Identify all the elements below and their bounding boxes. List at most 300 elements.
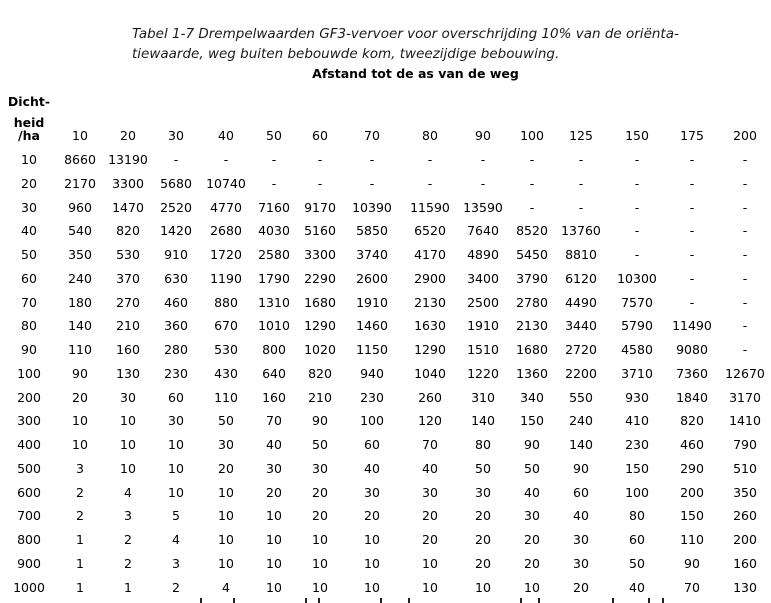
value-cell: 7160	[258, 199, 290, 215]
value-cell: 820	[116, 223, 140, 239]
column-header: 90	[475, 128, 491, 143]
value-cell: 90	[573, 460, 589, 476]
value-cell: -	[742, 175, 748, 191]
value-cell: 10	[168, 437, 184, 452]
density-cell: 500	[17, 460, 41, 476]
table-row	[0, 291, 771, 315]
value-cell: -	[578, 152, 584, 167]
value-cell: 40	[524, 484, 540, 500]
density-cell: 700	[17, 508, 41, 524]
value-cell: 30	[266, 460, 282, 476]
value-cell: 960	[68, 199, 92, 215]
value-cell: 2	[172, 579, 180, 595]
density-cell: 50	[21, 247, 37, 262]
value-cell: 7570	[621, 294, 653, 310]
value-cell: 460	[680, 437, 704, 452]
value-cell: 2600	[356, 270, 388, 286]
value-cell: 240	[68, 270, 92, 286]
value-cell: 10	[72, 437, 88, 452]
value-cell: 30	[573, 555, 589, 571]
column-header: 200	[733, 128, 757, 143]
table-row	[0, 148, 771, 172]
density-cell: 1000	[13, 579, 45, 595]
value-cell: -	[578, 175, 584, 191]
value-cell: 9170	[304, 199, 336, 215]
caption-line-2: tiewaarde, weg buiten bebouwde kom, tweezijdige bebouwing.	[132, 46, 560, 62]
value-cell: 40	[266, 437, 282, 452]
value-cell: -	[271, 152, 277, 167]
value-cell: 8520	[516, 223, 548, 239]
value-cell: 670	[214, 318, 238, 334]
row-header-line-1: Dicht-	[7, 94, 51, 109]
value-cell: 100	[360, 413, 384, 429]
value-cell: -	[689, 270, 695, 286]
value-cell: 280	[164, 342, 188, 357]
value-cell: 140	[68, 318, 92, 334]
density-cell: 200	[17, 389, 41, 405]
value-cell: 1790	[258, 270, 290, 286]
value-cell: 3	[124, 508, 132, 524]
column-header: 40	[218, 128, 234, 143]
value-cell: 230	[164, 365, 188, 381]
table-row	[0, 362, 771, 386]
value-cell: -	[689, 152, 695, 167]
value-cell: -	[742, 270, 748, 286]
value-cell: 2	[76, 484, 84, 500]
value-cell: 3440	[565, 318, 597, 334]
value-cell: 2500	[467, 294, 499, 310]
value-cell: 130	[733, 579, 757, 595]
value-cell: 10	[120, 460, 136, 476]
value-cell: 10	[218, 532, 234, 547]
table-row	[0, 504, 771, 528]
density-cell: 100	[17, 365, 41, 381]
value-cell: 460	[164, 294, 188, 310]
value-cell: 40	[629, 579, 645, 595]
value-cell: -	[634, 175, 640, 191]
value-cell: 5	[172, 508, 180, 524]
value-cell: 1290	[304, 318, 336, 334]
value-cell: 10	[364, 532, 380, 547]
value-cell: -	[742, 294, 748, 310]
value-cell: 1	[76, 532, 84, 547]
value-cell: 20	[218, 460, 234, 476]
value-cell: 2170	[64, 175, 96, 191]
value-cell: 2	[124, 532, 132, 547]
value-cell: 60	[629, 532, 645, 547]
value-cell: 10	[312, 579, 328, 595]
value-cell: 4	[172, 532, 180, 547]
value-cell: 510	[733, 460, 757, 476]
table-row	[0, 481, 771, 505]
density-cell: 900	[17, 555, 41, 571]
value-cell: 20	[475, 555, 491, 571]
value-cell: 1470	[112, 199, 144, 215]
value-cell: -	[173, 152, 179, 167]
density-cell: 800	[17, 532, 41, 547]
value-cell: 4	[124, 484, 132, 500]
value-cell: 3	[172, 555, 180, 571]
value-cell: 90	[72, 365, 88, 381]
value-cell: -	[742, 247, 748, 262]
table-row	[0, 196, 771, 220]
value-cell: 4890	[467, 247, 499, 262]
density-cell: 40	[21, 223, 37, 239]
value-cell: 410	[625, 413, 649, 429]
column-header: 20	[120, 128, 136, 143]
value-cell: 40	[573, 508, 589, 524]
column-header: 70	[364, 128, 380, 143]
value-cell: 3740	[356, 247, 388, 262]
value-cell: 4490	[565, 294, 597, 310]
value-cell: 3300	[304, 247, 336, 262]
value-cell: 3300	[112, 175, 144, 191]
value-cell: 10	[168, 484, 184, 500]
value-cell: 2130	[516, 318, 548, 334]
value-cell: 50	[312, 437, 328, 452]
value-cell: 1290	[414, 342, 446, 357]
table-row	[0, 243, 771, 267]
value-cell: 11590	[410, 199, 450, 215]
value-cell: 1910	[467, 318, 499, 334]
value-cell: 640	[262, 365, 286, 381]
value-cell: 1630	[414, 318, 446, 334]
value-cell: 1040	[414, 365, 446, 381]
value-cell: 210	[116, 318, 140, 334]
value-cell: -	[271, 175, 277, 191]
value-cell: 70	[422, 437, 438, 452]
value-cell: 290	[680, 460, 704, 476]
value-cell: 1460	[356, 318, 388, 334]
value-cell: 800	[262, 342, 286, 357]
value-cell: -	[634, 199, 640, 215]
value-cell: 10	[266, 555, 282, 571]
value-cell: 10740	[206, 175, 246, 191]
value-cell: 130	[116, 365, 140, 381]
table-row	[0, 314, 771, 338]
value-cell: 50	[524, 460, 540, 476]
value-cell: 2	[124, 555, 132, 571]
value-cell: 360	[164, 318, 188, 334]
value-cell: 260	[733, 508, 757, 524]
value-cell: 20	[364, 508, 380, 524]
value-cell: -	[480, 175, 486, 191]
value-cell: 60	[168, 389, 184, 405]
value-cell: 1010	[258, 318, 290, 334]
value-cell: 370	[116, 270, 140, 286]
value-cell: -	[742, 199, 748, 215]
value-cell: 3710	[621, 365, 653, 381]
density-cell: 20	[21, 175, 37, 191]
value-cell: 10300	[617, 270, 657, 286]
value-cell: 20	[72, 389, 88, 405]
value-cell: 110	[68, 342, 92, 357]
value-cell: -	[689, 294, 695, 310]
value-cell: 13590	[463, 199, 503, 215]
value-cell: 820	[680, 413, 704, 429]
value-cell: 50	[218, 413, 234, 429]
value-cell: 940	[360, 365, 384, 381]
table-row	[0, 172, 771, 196]
value-cell: 140	[471, 413, 495, 429]
value-cell: 5160	[304, 223, 336, 239]
value-cell: 30	[573, 532, 589, 547]
value-cell: 8660	[64, 152, 96, 167]
value-cell: -	[634, 223, 640, 239]
value-cell: 10	[266, 579, 282, 595]
value-cell: 2580	[258, 247, 290, 262]
value-cell: 70	[266, 413, 282, 429]
value-cell: -	[742, 223, 748, 239]
value-cell: 310	[471, 389, 495, 405]
table-caption	[132, 24, 752, 64]
value-cell: 2720	[565, 342, 597, 357]
value-cell: 30	[524, 508, 540, 524]
value-cell: -	[427, 152, 433, 167]
column-header: 80	[422, 128, 438, 143]
value-cell: 6120	[565, 270, 597, 286]
value-cell: -	[369, 175, 375, 191]
table-row	[0, 386, 771, 410]
density-cell: 10	[21, 152, 37, 167]
column-header: 30	[168, 128, 184, 143]
value-cell: 20	[312, 508, 328, 524]
value-cell: 260	[418, 389, 442, 405]
value-cell: 3170	[729, 389, 761, 405]
value-cell: 1	[76, 579, 84, 595]
value-cell: 630	[164, 270, 188, 286]
column-header: 175	[680, 128, 704, 143]
value-cell: 10390	[352, 199, 392, 215]
value-cell: 7360	[676, 365, 708, 381]
value-cell: 10	[364, 579, 380, 595]
value-cell: -	[317, 175, 323, 191]
value-cell: 820	[308, 365, 332, 381]
value-cell: 230	[625, 437, 649, 452]
value-cell: 80	[629, 508, 645, 524]
value-cell: 30	[218, 437, 234, 452]
value-cell: 10	[422, 579, 438, 595]
density-cell: 60	[21, 270, 37, 286]
value-cell: -	[634, 247, 640, 262]
row-header-unit: /ha	[18, 128, 40, 143]
value-cell: 70	[684, 579, 700, 595]
table-row	[0, 219, 771, 243]
column-header: 50	[266, 128, 282, 143]
value-cell: 20	[266, 484, 282, 500]
value-cell: 1	[124, 579, 132, 595]
value-cell: -	[634, 152, 640, 167]
value-cell: 30	[422, 484, 438, 500]
value-cell: 10	[218, 555, 234, 571]
value-cell: 2200	[565, 365, 597, 381]
value-cell: 350	[68, 247, 92, 262]
value-cell: 540	[68, 223, 92, 239]
value-cell: -	[689, 247, 695, 262]
value-cell: 110	[214, 389, 238, 405]
value-cell: -	[529, 175, 535, 191]
table-row	[0, 528, 771, 552]
value-cell: 790	[733, 437, 757, 452]
value-cell: 150	[680, 508, 704, 524]
row-header-line-2: heid	[13, 115, 45, 130]
column-header: 60	[312, 128, 328, 143]
value-cell: 2290	[304, 270, 336, 286]
table-row	[0, 576, 771, 600]
value-cell: 2680	[210, 223, 242, 239]
value-cell: 10	[218, 508, 234, 524]
table-row	[0, 433, 771, 457]
value-cell: 1910	[356, 294, 388, 310]
value-cell: 11490	[672, 318, 712, 334]
value-cell: 6520	[414, 223, 446, 239]
value-cell: 5790	[621, 318, 653, 334]
value-cell: 20	[422, 532, 438, 547]
value-cell: 10	[218, 484, 234, 500]
value-cell: 20	[524, 532, 540, 547]
value-cell: 10	[266, 532, 282, 547]
value-cell: 50	[629, 555, 645, 571]
value-cell: 60	[364, 437, 380, 452]
value-cell: 30	[168, 413, 184, 429]
value-cell: 110	[680, 532, 704, 547]
value-cell: 4030	[258, 223, 290, 239]
value-cell: 30	[364, 484, 380, 500]
value-cell: 230	[360, 389, 384, 405]
value-cell: -	[223, 152, 229, 167]
density-cell: 600	[17, 484, 41, 500]
value-cell: 30	[475, 484, 491, 500]
value-cell: 530	[116, 247, 140, 262]
value-cell: 2	[76, 508, 84, 524]
density-cell: 70	[21, 294, 37, 310]
value-cell: 10	[524, 579, 540, 595]
value-cell: 150	[520, 413, 544, 429]
value-cell: 10	[312, 555, 328, 571]
value-cell: 160	[733, 555, 757, 571]
density-cell: 90	[21, 342, 37, 357]
density-cell: 400	[17, 437, 41, 452]
value-cell: 20	[524, 555, 540, 571]
value-cell: 270	[116, 294, 140, 310]
value-cell: 8810	[565, 247, 597, 262]
column-header-row	[0, 124, 771, 148]
column-header: 125	[569, 128, 593, 143]
value-cell: 10	[120, 413, 136, 429]
value-cell: 3400	[467, 270, 499, 286]
value-cell: 140	[569, 437, 593, 452]
value-cell: 90	[312, 413, 328, 429]
value-cell: 20	[475, 532, 491, 547]
value-cell: -	[480, 152, 486, 167]
value-cell: 13190	[108, 152, 148, 167]
value-cell: 80	[475, 437, 491, 452]
value-cell: 3	[76, 460, 84, 476]
value-cell: 90	[684, 555, 700, 571]
value-cell: 30	[312, 460, 328, 476]
value-cell: 10	[312, 532, 328, 547]
value-cell: 1410	[729, 413, 761, 429]
value-cell: 9080	[676, 342, 708, 357]
value-cell: 90	[524, 437, 540, 452]
value-cell: -	[742, 342, 748, 357]
value-cell: 1150	[356, 342, 388, 357]
value-cell: 2130	[414, 294, 446, 310]
value-cell: -	[529, 152, 535, 167]
density-cell: 80	[21, 318, 37, 334]
value-cell: 530	[214, 342, 238, 357]
value-cell: 1680	[516, 342, 548, 357]
value-cell: 5450	[516, 247, 548, 262]
value-cell: 10	[120, 437, 136, 452]
value-cell: -	[742, 318, 748, 334]
value-cell: 20	[475, 508, 491, 524]
value-cell: 1	[76, 555, 84, 571]
value-cell: 910	[164, 247, 188, 262]
value-cell: 4580	[621, 342, 653, 357]
value-cell: -	[317, 152, 323, 167]
value-cell: 1680	[304, 294, 336, 310]
value-cell: 180	[68, 294, 92, 310]
value-cell: 30	[120, 389, 136, 405]
value-cell: 60	[573, 484, 589, 500]
value-cell: 1420	[160, 223, 192, 239]
value-cell: -	[689, 199, 695, 215]
value-cell: 930	[625, 389, 649, 405]
column-group-title: Afstand tot de as van de weg	[312, 66, 519, 81]
value-cell: 1840	[676, 389, 708, 405]
value-cell: 2900	[414, 270, 446, 286]
value-cell: 2520	[160, 199, 192, 215]
value-cell: 4	[222, 579, 230, 595]
density-cell: 30	[21, 199, 37, 215]
value-cell: 1360	[516, 365, 548, 381]
value-cell: 1220	[467, 365, 499, 381]
value-cell: -	[529, 199, 535, 215]
table-row	[0, 338, 771, 362]
table-row	[0, 409, 771, 433]
value-cell: 20	[312, 484, 328, 500]
value-cell: 550	[569, 389, 593, 405]
value-cell: 3790	[516, 270, 548, 286]
value-cell: 1190	[210, 270, 242, 286]
value-cell: 13760	[561, 223, 601, 239]
value-cell: 4770	[210, 199, 242, 215]
value-cell: 20	[573, 579, 589, 595]
table-row	[0, 267, 771, 291]
value-cell: 1020	[304, 342, 336, 357]
column-header: 100	[520, 128, 544, 143]
value-cell: 10	[266, 508, 282, 524]
value-cell: 2780	[516, 294, 548, 310]
value-cell: 350	[733, 484, 757, 500]
value-cell: 5680	[160, 175, 192, 191]
value-cell: 1510	[467, 342, 499, 357]
value-cell: 340	[520, 389, 544, 405]
value-cell: 4170	[414, 247, 446, 262]
value-cell: 200	[733, 532, 757, 547]
caption-line-1: Tabel 1-7 Drempelwaarden GF3-vervoer voor overschrijding 10% van de oriënta-	[132, 26, 679, 42]
table-row	[0, 552, 771, 576]
value-cell: -	[578, 199, 584, 215]
value-cell: 10	[422, 555, 438, 571]
value-cell: 200	[680, 484, 704, 500]
value-cell: -	[369, 152, 375, 167]
density-cell: 300	[17, 413, 41, 429]
value-cell: 100	[625, 484, 649, 500]
value-cell: 240	[569, 413, 593, 429]
value-cell: 12670	[725, 365, 765, 381]
